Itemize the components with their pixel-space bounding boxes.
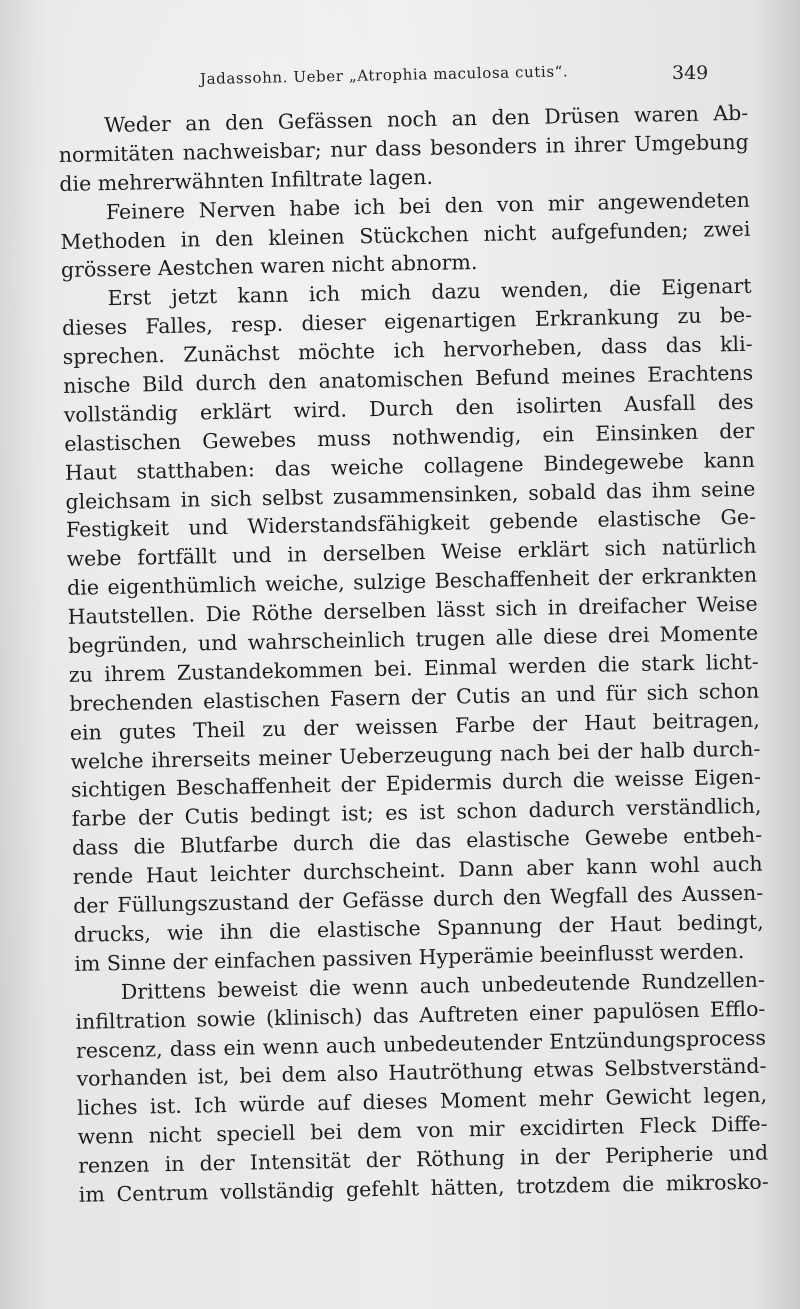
text-line: webe fortfällt und in derselben Weise erklärt sich natürlich [66,534,757,572]
text-line: wenn nicht speciell bei dem von mir excidirten Fleck Diffe- [77,1111,768,1149]
text-line: Hautstellen. Die Röthe derselben lässt sich in dreifacher Weise [67,591,758,630]
text-line: ein gutes Theil zu der weissen Farbe der Haut beitragen, [69,707,761,745]
text-line: Drittens beweist die wenn auch unbedeutende Rundzellen- [120,967,766,1004]
text-line: die eigenthümlich weiche, sulzige Beschaffenheit der erkrankten [66,562,758,601]
text-line: sprechen. Zunächst möchte ich hervorheben, dass das kli- [62,331,753,370]
running-head-title: Jadassohn. Ueber „Atrophia maculosa cutis“. [199,62,569,88]
text-line: infiltration sowie (klinisch) das Auftreten einer papulösen Efflo- [75,996,766,1034]
text-line: Feinere Nerven habe ich bei den von mir angewendeten [105,187,751,224]
text-line: Erst jetzt kann ich mich dazu wenden, die Eigenart [107,274,752,311]
page-number: 349 [672,62,709,84]
text-line: Weder an den Gefässen noch an den Drüsen waren Ab- [104,100,749,138]
text-line: normitäten nachweisbar; nur dass besonders in ihrer Umgebung [58,129,749,167]
text-line: Methoden in den kleinen Stückchen nicht aufgefunden; zwei [60,216,751,254]
text-line: dieses Falles, resp. dieser eigenartigen Erkrankung zu be- [61,302,753,341]
text-line: welche ihrerseits meiner Ueberzeugung nach bei der halb durch- [70,736,761,774]
text-line: Haut statthaben: das weiche collagene Bindegewebe kann [64,447,756,485]
text-line: zu ihrem Zustandekommen bei. Einmal werden die stark licht- [68,649,759,687]
text-line: die mehrerwähnten Infiltrate lagen. [59,164,434,196]
text-line: rescenz, dass ein wenn auch unbedeutender Entzündungsprocess [75,1025,767,1063]
text-line: im Sinne der einfachen passiven Hyperämie beeinflusst werden. [74,938,745,976]
text-line: sichtigen Beschaffenheit der Epidermis durch die weisse Eigen- [70,765,762,803]
text-line: farbe der Cutis bedingt ist; es ist schon dadurch verständlich, [71,794,762,832]
text-line: nische Bild durch den anatomischen Befund meines Erachtens [63,360,754,398]
text-line: Festigkeit und Widerstandsfähigkeit gebende elastische Ge- [65,505,757,543]
text-line: grössere Aestchen waren nicht abnorm. [60,250,478,283]
text-line: im Centrum vollständig gefehlt hätten, trotzdem die mikrosko- [78,1169,769,1207]
text-line: rende Haut leichter durchscheint. Dann aber kann wohl auch [72,851,763,890]
text-line: der Füllungszustand der Gefässe durch den Wegfall des Aussen- [73,880,764,918]
text-line: brechenden elastischen Fasern der Cutis an und für sich schon [69,678,760,716]
text-line: renzen in der Intensität der Röthung in der Peripherie und [78,1140,769,1178]
running-head [0,62,800,102]
body-text [58,99,769,1210]
text-line: liches ist. Ich würde auf dieses Moment mehr Gewicht legen, [76,1082,768,1121]
text-line: vollständig erklärt wird. Durch den isolirten Ausfall des [63,389,754,427]
text-line: gleichsam in sich selbst zusammensinken, sobald das ihm seine [65,476,756,514]
text-line: dass die Blutfarbe durch die das elastische Gewebe entbeh- [71,822,763,861]
text-line: begründen, und wahrscheinlich trugen alle diese drei Momente [68,620,759,658]
text-line: vorhanden ist, bei dem also Hautröthung etwas Selbstverständ- [76,1053,767,1092]
text-line: drucks, wie ihn die elastische Spannung der Haut bedingt, [73,909,764,947]
text-line: elastischen Gewebes muss nothwendig, ein Einsinken der [64,418,755,456]
